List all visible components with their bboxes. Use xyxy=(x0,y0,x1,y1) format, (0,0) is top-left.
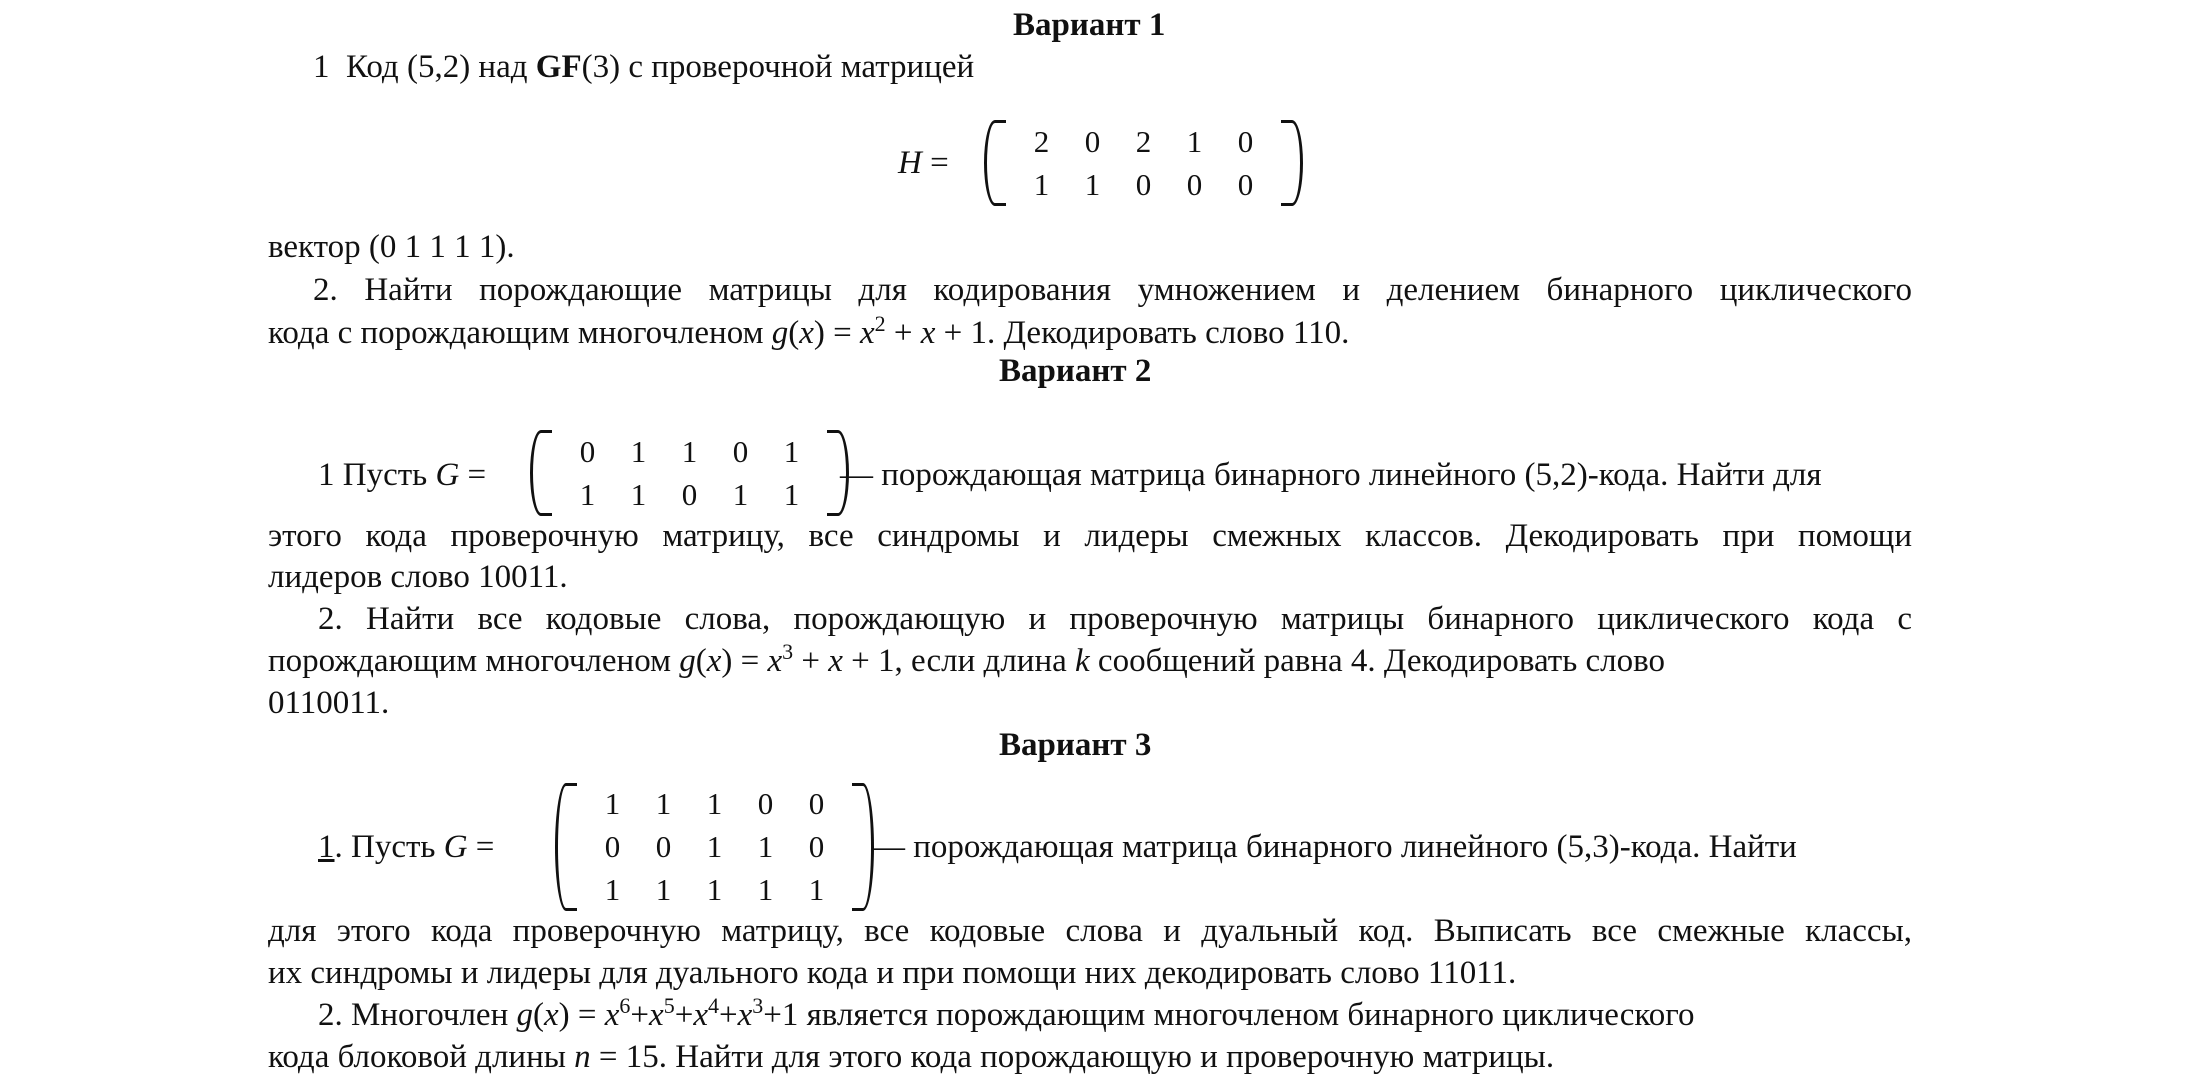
v2-p2-g: g xyxy=(679,643,696,679)
v3-problem-2-line-2-partial xyxy=(268,1036,1554,1078)
matrix-cell: 1 xyxy=(655,872,672,907)
matrix-cell: 1 xyxy=(579,477,596,512)
v3-p2-x: x xyxy=(543,997,559,1033)
v2-generator-matrix xyxy=(530,430,849,516)
v1-p1-number: 1 xyxy=(313,49,330,85)
v3-problem-1-after-matrix: — порождающая матрица бинарного линейного (5,3)-кода. Найти xyxy=(872,829,1797,865)
v2-p1-number: 1 xyxy=(318,457,335,493)
v1-p1-text-a: Код (5,2) над xyxy=(346,49,536,85)
v3-generator-matrix xyxy=(555,782,874,911)
v3-p2-l2-tail: = 15. Найти для этого кода порождающую и проверочную матрицы. xyxy=(590,1039,1555,1075)
v1-problem-2-line-1: 2. Найти порождающие матрицы для кодирования умножением и делением бинарного циклического xyxy=(313,272,1912,308)
v1-p1-text-c: (3) с проверочной матрицей xyxy=(581,49,975,85)
v1-vector-line: вектор (0 1 1 1 1). xyxy=(268,229,515,265)
v3-problem-1-start xyxy=(318,826,494,868)
matrix-cell: 0 xyxy=(681,477,698,512)
matrix-cell: 0 xyxy=(1237,124,1254,159)
right-paren xyxy=(852,783,874,911)
matrix-cell: 1 xyxy=(630,434,647,469)
v2-problem-1-line-2: этого кода проверочную матрицу, все синдромы и лидеры смежных классов. Декодировать при помощи xyxy=(268,518,1912,554)
v1-p2-exponent: 2 xyxy=(874,311,886,336)
matrix-cell: 1 xyxy=(808,872,825,907)
v3-p2-eq: ) = xyxy=(558,997,605,1033)
left-paren xyxy=(555,783,577,911)
matrix-cell: 1 xyxy=(1084,167,1101,202)
v3-p2-exp5: 5 xyxy=(663,993,675,1018)
v3-p2-g: g xyxy=(516,997,533,1033)
v2-problem-1-after-matrix: — порождающая матрица бинарного линейного (5,2)-кода. Найти для xyxy=(840,457,1822,493)
v3-p2-paren: ( xyxy=(532,997,544,1033)
v3-p2-l2-n: n xyxy=(574,1039,591,1075)
matrix-cell: 2 xyxy=(1033,124,1050,159)
v3-p2-exp3: 3 xyxy=(752,993,764,1018)
v3-p1-text-a: . Пусть xyxy=(334,829,444,865)
v1-p2-tail: + 1. Декодировать слово 110. xyxy=(935,315,1350,351)
left-paren xyxy=(984,120,1006,206)
matrix-cell: 1 xyxy=(604,786,621,821)
v2-p2-text: порождающим многочленом xyxy=(268,643,680,679)
v2-p2-eq: ) = xyxy=(721,643,768,679)
v3-p2-x4: x xyxy=(693,997,708,1033)
v3-p2-l2-text: кода блоковой длины xyxy=(268,1039,575,1075)
v2-p2-text-e: + 1, если длина xyxy=(842,643,1076,679)
v1-p2-paren-open: ( xyxy=(788,315,800,351)
matrix-cell: 2 xyxy=(1135,124,1152,159)
matrix-cell: 1 xyxy=(757,872,774,907)
matrix-cell: 1 xyxy=(681,434,698,469)
variant-1-heading: Вариант 1 xyxy=(1013,7,1166,43)
v1-p2-text: кода с порождающим многочленом xyxy=(268,315,772,351)
matrix-cell: 1 xyxy=(604,872,621,907)
v2-p2-x-cubed-base: x xyxy=(767,643,783,679)
matrix-cell: 1 xyxy=(783,434,800,469)
matrix-cell: 0 xyxy=(808,829,825,864)
matrix-cell: 1 xyxy=(757,829,774,864)
v3-p2-exp4: 4 xyxy=(707,993,719,1018)
v2-problem-2-line-1: 2. Найти все кодовые слова, порождающую и проверочную матрицы бинарного циклического кода с xyxy=(318,601,1912,637)
v2-problem-2-line-3: 0110011. xyxy=(268,685,390,721)
matrix-cell: 0 xyxy=(1084,124,1101,159)
matrix-cell: 1 xyxy=(1033,167,1050,202)
v2-matrix-grid xyxy=(552,430,827,516)
v3-p2-text: 2. Многочлен xyxy=(318,997,517,1033)
v3-matrix-grid xyxy=(577,782,852,911)
v1-p2-x-squared-base: x xyxy=(859,315,875,351)
v1-p2-g: g xyxy=(771,315,789,351)
v1-problem-2-line-2 xyxy=(268,312,1349,354)
v3-p1-eq: = xyxy=(467,829,495,865)
v2-p1-text-a: Пусть xyxy=(342,457,436,493)
v1-p2-x-linear: x xyxy=(920,315,936,351)
matrix-cell: 1 xyxy=(783,477,800,512)
matrix-cell: 0 xyxy=(1135,167,1152,202)
matrix-cell: 1 xyxy=(706,829,723,864)
v3-p2-left xyxy=(318,994,1695,1036)
v1-p2-eq: ) = xyxy=(813,315,860,351)
matrix-cell: 0 xyxy=(808,786,825,821)
matrix-cell: 0 xyxy=(732,434,749,469)
right-paren xyxy=(1281,120,1303,206)
matrix-cell: 1 xyxy=(630,477,647,512)
v2-p2-paren: ( xyxy=(695,643,707,679)
left-paren xyxy=(530,430,552,516)
matrix-cell: 0 xyxy=(604,829,621,864)
matrix-cell: 1 xyxy=(1186,124,1203,159)
v1-matrix-lhs xyxy=(898,142,949,184)
v2-p1-G: G xyxy=(435,457,460,493)
v3-problem-1-line-2: для этого кода проверочную матрицу, все кодовые слова и дуальный код. Выписать все смежные классы, xyxy=(268,913,1912,949)
v2-p2-plus: + xyxy=(793,643,829,679)
matrix-cell: 1 xyxy=(732,477,749,512)
v3-p1-G: G xyxy=(443,829,468,865)
v3-p2-tail: +1 является порождающим многочленом бинарного циклического xyxy=(763,997,1695,1033)
v2-p2-x: x xyxy=(706,643,722,679)
v3-problem-2-line-1 xyxy=(318,994,1912,1036)
v1-matrix-symbol: H xyxy=(898,145,922,181)
matrix-cell: 1 xyxy=(706,786,723,821)
v1-matrix-equals: = xyxy=(921,145,949,181)
v3-p2-plus2: + xyxy=(674,997,694,1033)
v1-problem-1-line-1 xyxy=(313,46,974,88)
v3-p1-number: 1 xyxy=(318,829,335,865)
matrix-cell: 0 xyxy=(1186,167,1203,202)
variant-3-heading: Вариант 3 xyxy=(999,727,1152,763)
matrix-cell: 0 xyxy=(1237,167,1254,202)
v2-p1-eq: = xyxy=(459,457,487,493)
v2-p2-x-linear: x xyxy=(828,643,843,679)
v3-p2-exp6: 6 xyxy=(619,993,631,1018)
matrix-cell: 0 xyxy=(757,786,774,821)
v1-p2-plus: + xyxy=(885,315,921,351)
v2-problem-1-line-3: лидеров слово 10011. xyxy=(268,559,568,595)
matrix-cell: 0 xyxy=(579,434,596,469)
v3-p2-x3: x xyxy=(737,997,753,1033)
v1-matrix-grid xyxy=(1006,120,1281,206)
v2-problem-1-start xyxy=(318,454,486,496)
v2-p2-text-f: сообщений равна 4. Декодировать слово xyxy=(1089,643,1665,679)
matrix-cell: 1 xyxy=(706,872,723,907)
v3-problem-1-line-3: их синдромы и лидеры для дуального кода и при помощи них декодировать слово 11011. xyxy=(268,955,1517,991)
v3-p2-plus1: + xyxy=(630,997,650,1033)
v2-p2-exponent: 3 xyxy=(782,639,794,664)
v2-p2-left xyxy=(268,640,1665,682)
v3-p2-plus3: + xyxy=(718,997,738,1033)
matrix-cell: 0 xyxy=(655,829,672,864)
v3-p2-x5: x xyxy=(649,997,664,1033)
v2-p2-k: k xyxy=(1075,643,1090,679)
v1-parity-matrix xyxy=(984,120,1303,206)
v2-problem-2-line-2 xyxy=(268,640,1912,682)
v3-p2-x6: x xyxy=(604,997,620,1033)
v1-p2-x: x xyxy=(799,315,814,351)
matrix-cell: 1 xyxy=(655,786,672,821)
v1-p1-gf: GF xyxy=(535,49,582,85)
variant-2-heading: Вариант 2 xyxy=(999,353,1152,389)
